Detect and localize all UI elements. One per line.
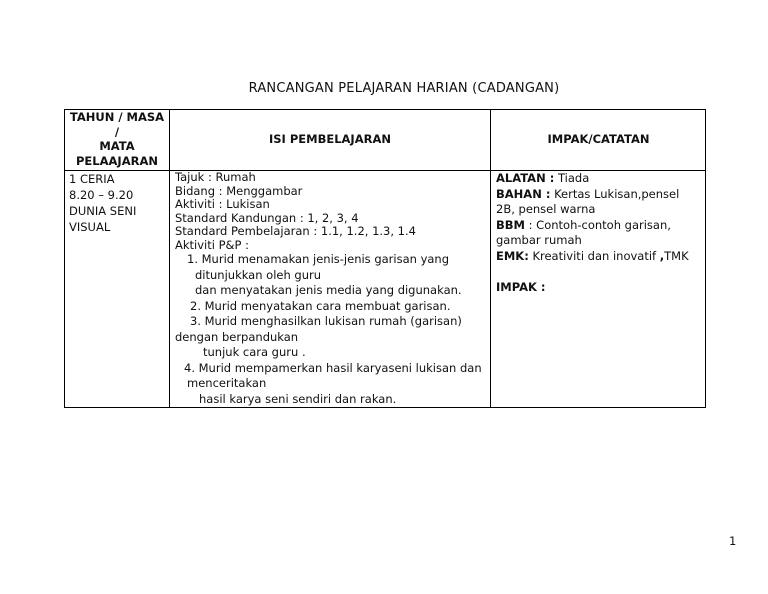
standard-kandungan-line: Standard Kandungan : 1, 2, 3, 4 bbox=[175, 210, 359, 225]
bahan-line bbox=[496, 187, 706, 203]
emk-line bbox=[496, 249, 706, 265]
bahan-line-2: 2B, pensel warna bbox=[496, 202, 596, 216]
emk-value: Kreativiti dan inovatif bbox=[528, 248, 660, 263]
header-impak-catatan bbox=[491, 110, 706, 170]
bbm-line bbox=[496, 218, 706, 234]
bbm-label: BBM bbox=[496, 217, 525, 232]
header-label: IMPAK/CATATAN bbox=[547, 132, 650, 147]
bidang-line: Bidang : Menggambar bbox=[175, 183, 303, 198]
emk-value-2: TMK bbox=[664, 248, 689, 263]
header-line: / bbox=[114, 124, 120, 139]
document-title: RANCANGAN PELAJARAN HARIAN (CADANGAN) bbox=[248, 81, 560, 96]
impak-label: IMPAK : bbox=[496, 280, 546, 294]
page-number: 1 bbox=[729, 534, 737, 548]
time-range: 8.20 – 9.20 bbox=[69, 188, 134, 202]
activity-step-3-cont: dengan berpandukan bbox=[175, 329, 299, 344]
subject-line-1: DUNIA SENI bbox=[69, 204, 137, 218]
activity-step-1: 1. Murid menamakan jenis-jenis garisan yang bbox=[187, 252, 450, 266]
activity-step-2: 2. Murid menyatakan cara membuat garisan. bbox=[190, 298, 451, 313]
header-tahun-masa bbox=[65, 110, 169, 170]
subject-line-2: VISUAL bbox=[69, 220, 111, 234]
class-time-subject-cell bbox=[69, 171, 169, 235]
header-line: MATA bbox=[99, 139, 135, 153]
activity-step-1-cont: dan menyatakan jenis media yang digunakan. bbox=[195, 283, 462, 297]
class-name: 1 CERIA bbox=[69, 172, 115, 186]
alatan-value: Tiada bbox=[554, 171, 590, 185]
lesson-plan-table bbox=[64, 109, 706, 408]
tajuk-line: Tajuk : Rumah bbox=[175, 170, 256, 184]
lesson-content-cell bbox=[175, 171, 491, 407]
bahan-value: Kertas Lukisan,pensel bbox=[550, 186, 680, 201]
aktiviti-line: Aktiviti : Lukisan bbox=[175, 197, 270, 211]
aktiviti-pp-line: Aktiviti P&P : bbox=[175, 237, 249, 252]
activity-step-1-cont: ditunjukkan oleh guru bbox=[195, 267, 322, 282]
header-label: ISI PEMBELAJARAN bbox=[269, 132, 391, 147]
activity-step-4-cont: menceritakan bbox=[187, 376, 267, 390]
alatan-label: ALATAN : bbox=[496, 171, 555, 185]
header-line: TAHUN / MASA bbox=[69, 110, 165, 124]
activity-step-4-cont: hasil karya seni sendiri dan rakan. bbox=[199, 391, 397, 406]
header-line: PELAAJARAN bbox=[76, 153, 158, 168]
emk-label: EMK: bbox=[496, 248, 529, 263]
activity-step-4: 4. Murid mempamerkan hasil karyaseni lukisan dan bbox=[184, 360, 482, 375]
impact-notes-cell bbox=[496, 171, 706, 296]
bbm-value: : Contoh-contoh garisan, bbox=[524, 217, 671, 232]
activity-step-3-cont: tunjuk cara guru . bbox=[203, 345, 306, 359]
header-isi-pembelajaran bbox=[170, 110, 490, 170]
standard-pembelajaran-line: Standard Pembelajaran : 1.1, 1.2, 1.3, 1.4 bbox=[175, 224, 416, 238]
emk-comma: , bbox=[659, 248, 665, 263]
bbm-line-2: gambar rumah bbox=[496, 233, 582, 247]
alatan-line bbox=[496, 171, 706, 187]
bahan-label: BAHAN : bbox=[496, 186, 551, 201]
activity-step-3: 3. Murid menghasilkan lukisan rumah (garisan) bbox=[190, 314, 462, 328]
